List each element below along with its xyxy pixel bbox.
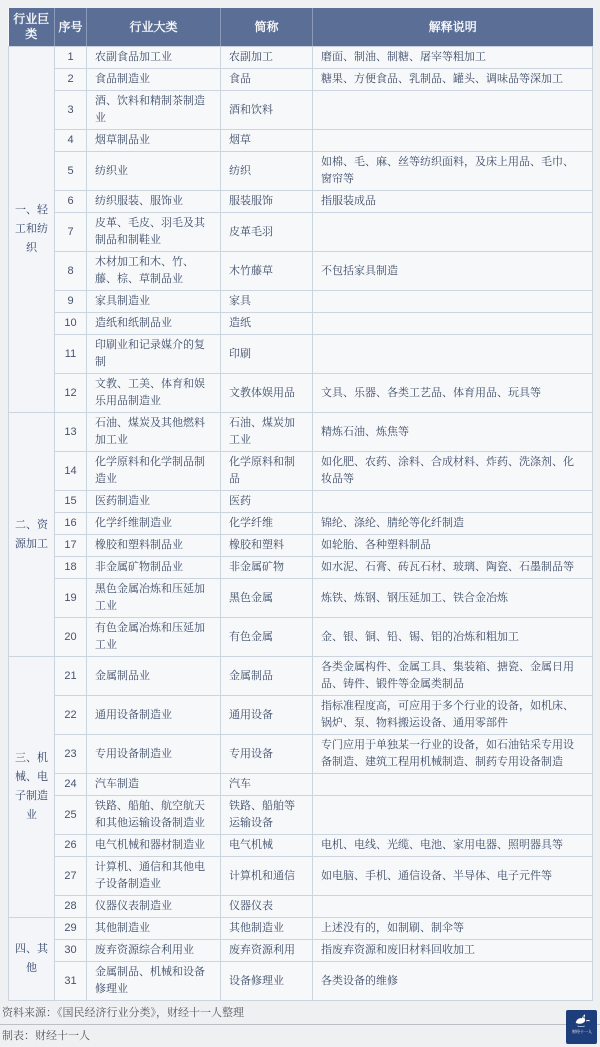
short-name-cell: 服装服饰 [221, 191, 313, 213]
category-cell: 黑色金属冶炼和压延加工业 [87, 579, 221, 618]
row-number-cell: 6 [55, 191, 87, 213]
table-row [9, 252, 593, 291]
table-body [9, 47, 593, 1001]
short-name-cell: 其他制造业 [221, 918, 313, 940]
short-name-cell: 金属制品 [221, 657, 313, 696]
row-number-cell: 7 [55, 213, 87, 252]
description-cell [313, 213, 593, 252]
row-number-cell: 15 [55, 491, 87, 513]
category-cell: 仪器仪表制造业 [87, 896, 221, 918]
description-cell: 精炼石油、炼焦等 [313, 413, 593, 452]
category-cell: 食品制造业 [87, 69, 221, 91]
table-row [9, 91, 593, 130]
row-number-cell: 23 [55, 735, 87, 774]
short-name-cell: 酒和饮料 [221, 91, 313, 130]
short-name-cell: 仪器仪表 [221, 896, 313, 918]
table-row [9, 940, 593, 962]
row-number-cell: 3 [55, 91, 87, 130]
category-cell: 汽车制造 [87, 774, 221, 796]
table-row [9, 618, 593, 657]
row-number-cell: 24 [55, 774, 87, 796]
category-cell: 其他制造业 [87, 918, 221, 940]
description-cell: 专门应用于单独某一行业的设备，如石油钻采专用设备制造、建筑工程用机械制造、制药专用设备制造 [313, 735, 593, 774]
description-cell: 如电脑、手机、通信设备、半导体、电子元件等 [313, 857, 593, 896]
row-number-cell: 31 [55, 962, 87, 1001]
category-cell: 印刷业和记录媒介的复制 [87, 335, 221, 374]
short-name-cell: 文教体娱用品 [221, 374, 313, 413]
short-name-cell: 石油、煤炭加工业 [221, 413, 313, 452]
table-row [9, 696, 593, 735]
publisher-logo-label: 财经十一人 [571, 1029, 592, 1034]
description-cell: 炼铁、炼钢、钢压延加工、铁合金冶炼 [313, 579, 593, 618]
row-number-cell: 30 [55, 940, 87, 962]
category-cell: 石油、煤炭及其他燃料加工业 [87, 413, 221, 452]
row-number-cell: 18 [55, 557, 87, 579]
header-short-col: 简称 [221, 8, 313, 47]
group-label-cell: 一、轻工和纺织 [9, 47, 55, 413]
row-number-cell: 8 [55, 252, 87, 291]
description-cell [313, 896, 593, 918]
short-name-cell: 农副加工 [221, 47, 313, 69]
table-row [9, 962, 593, 1001]
description-cell [313, 491, 593, 513]
row-number-cell: 19 [55, 579, 87, 618]
category-cell: 化学原料和化学制品制造业 [87, 452, 221, 491]
header-no-col: 序号 [55, 8, 87, 47]
short-name-cell: 通用设备 [221, 696, 313, 735]
category-cell: 文教、工美、体育和娱乐用品制造业 [87, 374, 221, 413]
row-number-cell: 10 [55, 313, 87, 335]
row-number-cell: 16 [55, 513, 87, 535]
category-cell: 纺织业 [87, 152, 221, 191]
row-number-cell: 22 [55, 696, 87, 735]
table-row [9, 918, 593, 940]
description-cell: 上述没有的，如制刷、制伞等 [313, 918, 593, 940]
source-note: 资料来源：《国民经济行业分类》，财经十一人整理 [0, 1002, 600, 1025]
category-cell: 通用设备制造业 [87, 696, 221, 735]
short-name-cell: 设备修理业 [221, 962, 313, 1001]
group-label-cell: 三、机械、电子制造业 [9, 657, 55, 918]
short-name-cell: 食品 [221, 69, 313, 91]
row-number-cell: 17 [55, 535, 87, 557]
category-cell: 家具制造业 [87, 291, 221, 313]
header-row [9, 8, 593, 47]
publisher-logo [566, 1010, 597, 1044]
row-number-cell: 12 [55, 374, 87, 413]
table-row [9, 857, 593, 896]
short-name-cell: 化学原料和制品 [221, 452, 313, 491]
short-name-cell: 电气机械 [221, 835, 313, 857]
table-row [9, 835, 593, 857]
category-cell: 化学纤维制造业 [87, 513, 221, 535]
short-name-cell: 橡胶和塑料 [221, 535, 313, 557]
industry-classification-table [8, 8, 592, 1001]
description-cell [313, 130, 593, 152]
table-footer [0, 1002, 600, 1047]
category-cell: 橡胶和塑料制品业 [87, 535, 221, 557]
category-cell: 铁路、船舶、航空航天和其他运输设备制造业 [87, 796, 221, 835]
short-name-cell: 家具 [221, 291, 313, 313]
table-row [9, 213, 593, 252]
table-row [9, 491, 593, 513]
description-cell: 电机、电线、光缆、电池、家用电器、照明器具等 [313, 835, 593, 857]
description-cell: 磨面、制油、制糖、屠宰等粗加工 [313, 47, 593, 69]
short-name-cell: 木竹藤草 [221, 252, 313, 291]
description-cell [313, 335, 593, 374]
short-name-cell: 黑色金属 [221, 579, 313, 618]
description-cell [313, 91, 593, 130]
table-row [9, 513, 593, 535]
row-number-cell: 4 [55, 130, 87, 152]
table-row [9, 413, 593, 452]
table-header [9, 8, 593, 47]
category-cell: 废弃资源综合利用业 [87, 940, 221, 962]
description-cell: 糖果、方便食品、乳制品、罐头、调味品等深加工 [313, 69, 593, 91]
row-number-cell: 29 [55, 918, 87, 940]
category-cell: 酒、饮料和精制茶制造业 [87, 91, 221, 130]
table-row [9, 735, 593, 774]
category-cell: 皮革、毛皮、羽毛及其制品和制鞋业 [87, 213, 221, 252]
short-name-cell: 铁路、船舶等运输设备 [221, 796, 313, 835]
short-name-cell: 计算机和通信 [221, 857, 313, 896]
category-cell: 非金属矿物制品业 [87, 557, 221, 579]
table-row [9, 130, 593, 152]
short-name-cell: 印刷 [221, 335, 313, 374]
category-cell: 金属制品、机械和设备修理业 [87, 962, 221, 1001]
description-cell [313, 291, 593, 313]
row-number-cell: 13 [55, 413, 87, 452]
row-number-cell: 21 [55, 657, 87, 696]
description-cell: 如轮胎、各种塑料制品 [313, 535, 593, 557]
description-cell: 文具、乐器、各类工艺品、体育用品、玩具等 [313, 374, 593, 413]
short-name-cell: 医药 [221, 491, 313, 513]
short-name-cell: 非金属矿物 [221, 557, 313, 579]
category-cell: 木材加工和木、竹、藤、棕、草制品业 [87, 252, 221, 291]
short-name-cell: 汽车 [221, 774, 313, 796]
table-row [9, 69, 593, 91]
description-cell: 指服装成品 [313, 191, 593, 213]
row-number-cell: 1 [55, 47, 87, 69]
description-cell [313, 774, 593, 796]
row-number-cell: 11 [55, 335, 87, 374]
row-number-cell: 5 [55, 152, 87, 191]
group-label-cell: 二、资源加工 [9, 413, 55, 657]
table-row [9, 452, 593, 491]
row-number-cell: 27 [55, 857, 87, 896]
description-cell [313, 796, 593, 835]
table-row [9, 896, 593, 918]
header-group-col: 行业巨类 [9, 8, 55, 47]
description-cell: 指标准程度高，可应用于多个行业的设备，如机床、锅炉、泵、物料搬运设备、通用零部件 [313, 696, 593, 735]
bird-icon [573, 1012, 591, 1030]
row-number-cell: 26 [55, 835, 87, 857]
category-cell: 有色金属冶炼和压延加工业 [87, 618, 221, 657]
row-number-cell: 20 [55, 618, 87, 657]
description-cell: 如棉、毛、麻、丝等纺织面料，及床上用品、毛巾、窗帘等 [313, 152, 593, 191]
header-description-col: 解释说明 [313, 8, 593, 47]
category-cell: 烟草制品业 [87, 130, 221, 152]
description-cell: 如水泥、石膏、砖瓦石材、玻璃、陶瓷、石墨制品等 [313, 557, 593, 579]
row-number-cell: 2 [55, 69, 87, 91]
table-row [9, 191, 593, 213]
row-number-cell: 9 [55, 291, 87, 313]
table-row [9, 152, 593, 191]
row-number-cell: 14 [55, 452, 87, 491]
header-category-col: 行业大类 [87, 8, 221, 47]
description-cell: 各类设备的维修 [313, 962, 593, 1001]
description-cell: 锦纶、涤纶、腈纶等化纤制造 [313, 513, 593, 535]
description-cell: 如化肥、农药、涂料、合成材料、炸药、洗涤剂、化妆品等 [313, 452, 593, 491]
table-row [9, 47, 593, 69]
group-label-cell: 四、其他 [9, 918, 55, 1001]
short-name-cell: 烟草 [221, 130, 313, 152]
short-name-cell: 废弃资源利用 [221, 940, 313, 962]
short-name-cell: 纺织 [221, 152, 313, 191]
short-name-cell: 皮革毛羽 [221, 213, 313, 252]
row-number-cell: 25 [55, 796, 87, 835]
table-row [9, 657, 593, 696]
description-cell: 不包括家具制造 [313, 252, 593, 291]
table-row [9, 579, 593, 618]
description-cell [313, 313, 593, 335]
description-cell: 指废弃资源和废旧材料回收加工 [313, 940, 593, 962]
category-cell: 计算机、通信和其他电子设备制造业 [87, 857, 221, 896]
table-row [9, 374, 593, 413]
description-cell: 各类金属构件、金属工具、集装箱、搪瓷、金属日用品、铸件、锻件等金属类制品 [313, 657, 593, 696]
category-cell: 农副食品加工业 [87, 47, 221, 69]
category-cell: 金属制品业 [87, 657, 221, 696]
table-row [9, 313, 593, 335]
table-row [9, 774, 593, 796]
table-row [9, 796, 593, 835]
credit-note: 制表：财经十一人 [2, 1030, 90, 1042]
description-cell: 金、银、铜、铅、锡、铝的冶炼和粗加工 [313, 618, 593, 657]
row-number-cell: 28 [55, 896, 87, 918]
table-row [9, 335, 593, 374]
category-cell: 纺织服装、服饰业 [87, 191, 221, 213]
table-row [9, 535, 593, 557]
classification-table [8, 8, 593, 1001]
short-name-cell: 有色金属 [221, 618, 313, 657]
category-cell: 造纸和纸制品业 [87, 313, 221, 335]
short-name-cell: 化学纤维 [221, 513, 313, 535]
category-cell: 专用设备制造业 [87, 735, 221, 774]
category-cell: 电气机械和器材制造业 [87, 835, 221, 857]
table-row [9, 291, 593, 313]
short-name-cell: 专用设备 [221, 735, 313, 774]
short-name-cell: 造纸 [221, 313, 313, 335]
table-row [9, 557, 593, 579]
category-cell: 医药制造业 [87, 491, 221, 513]
